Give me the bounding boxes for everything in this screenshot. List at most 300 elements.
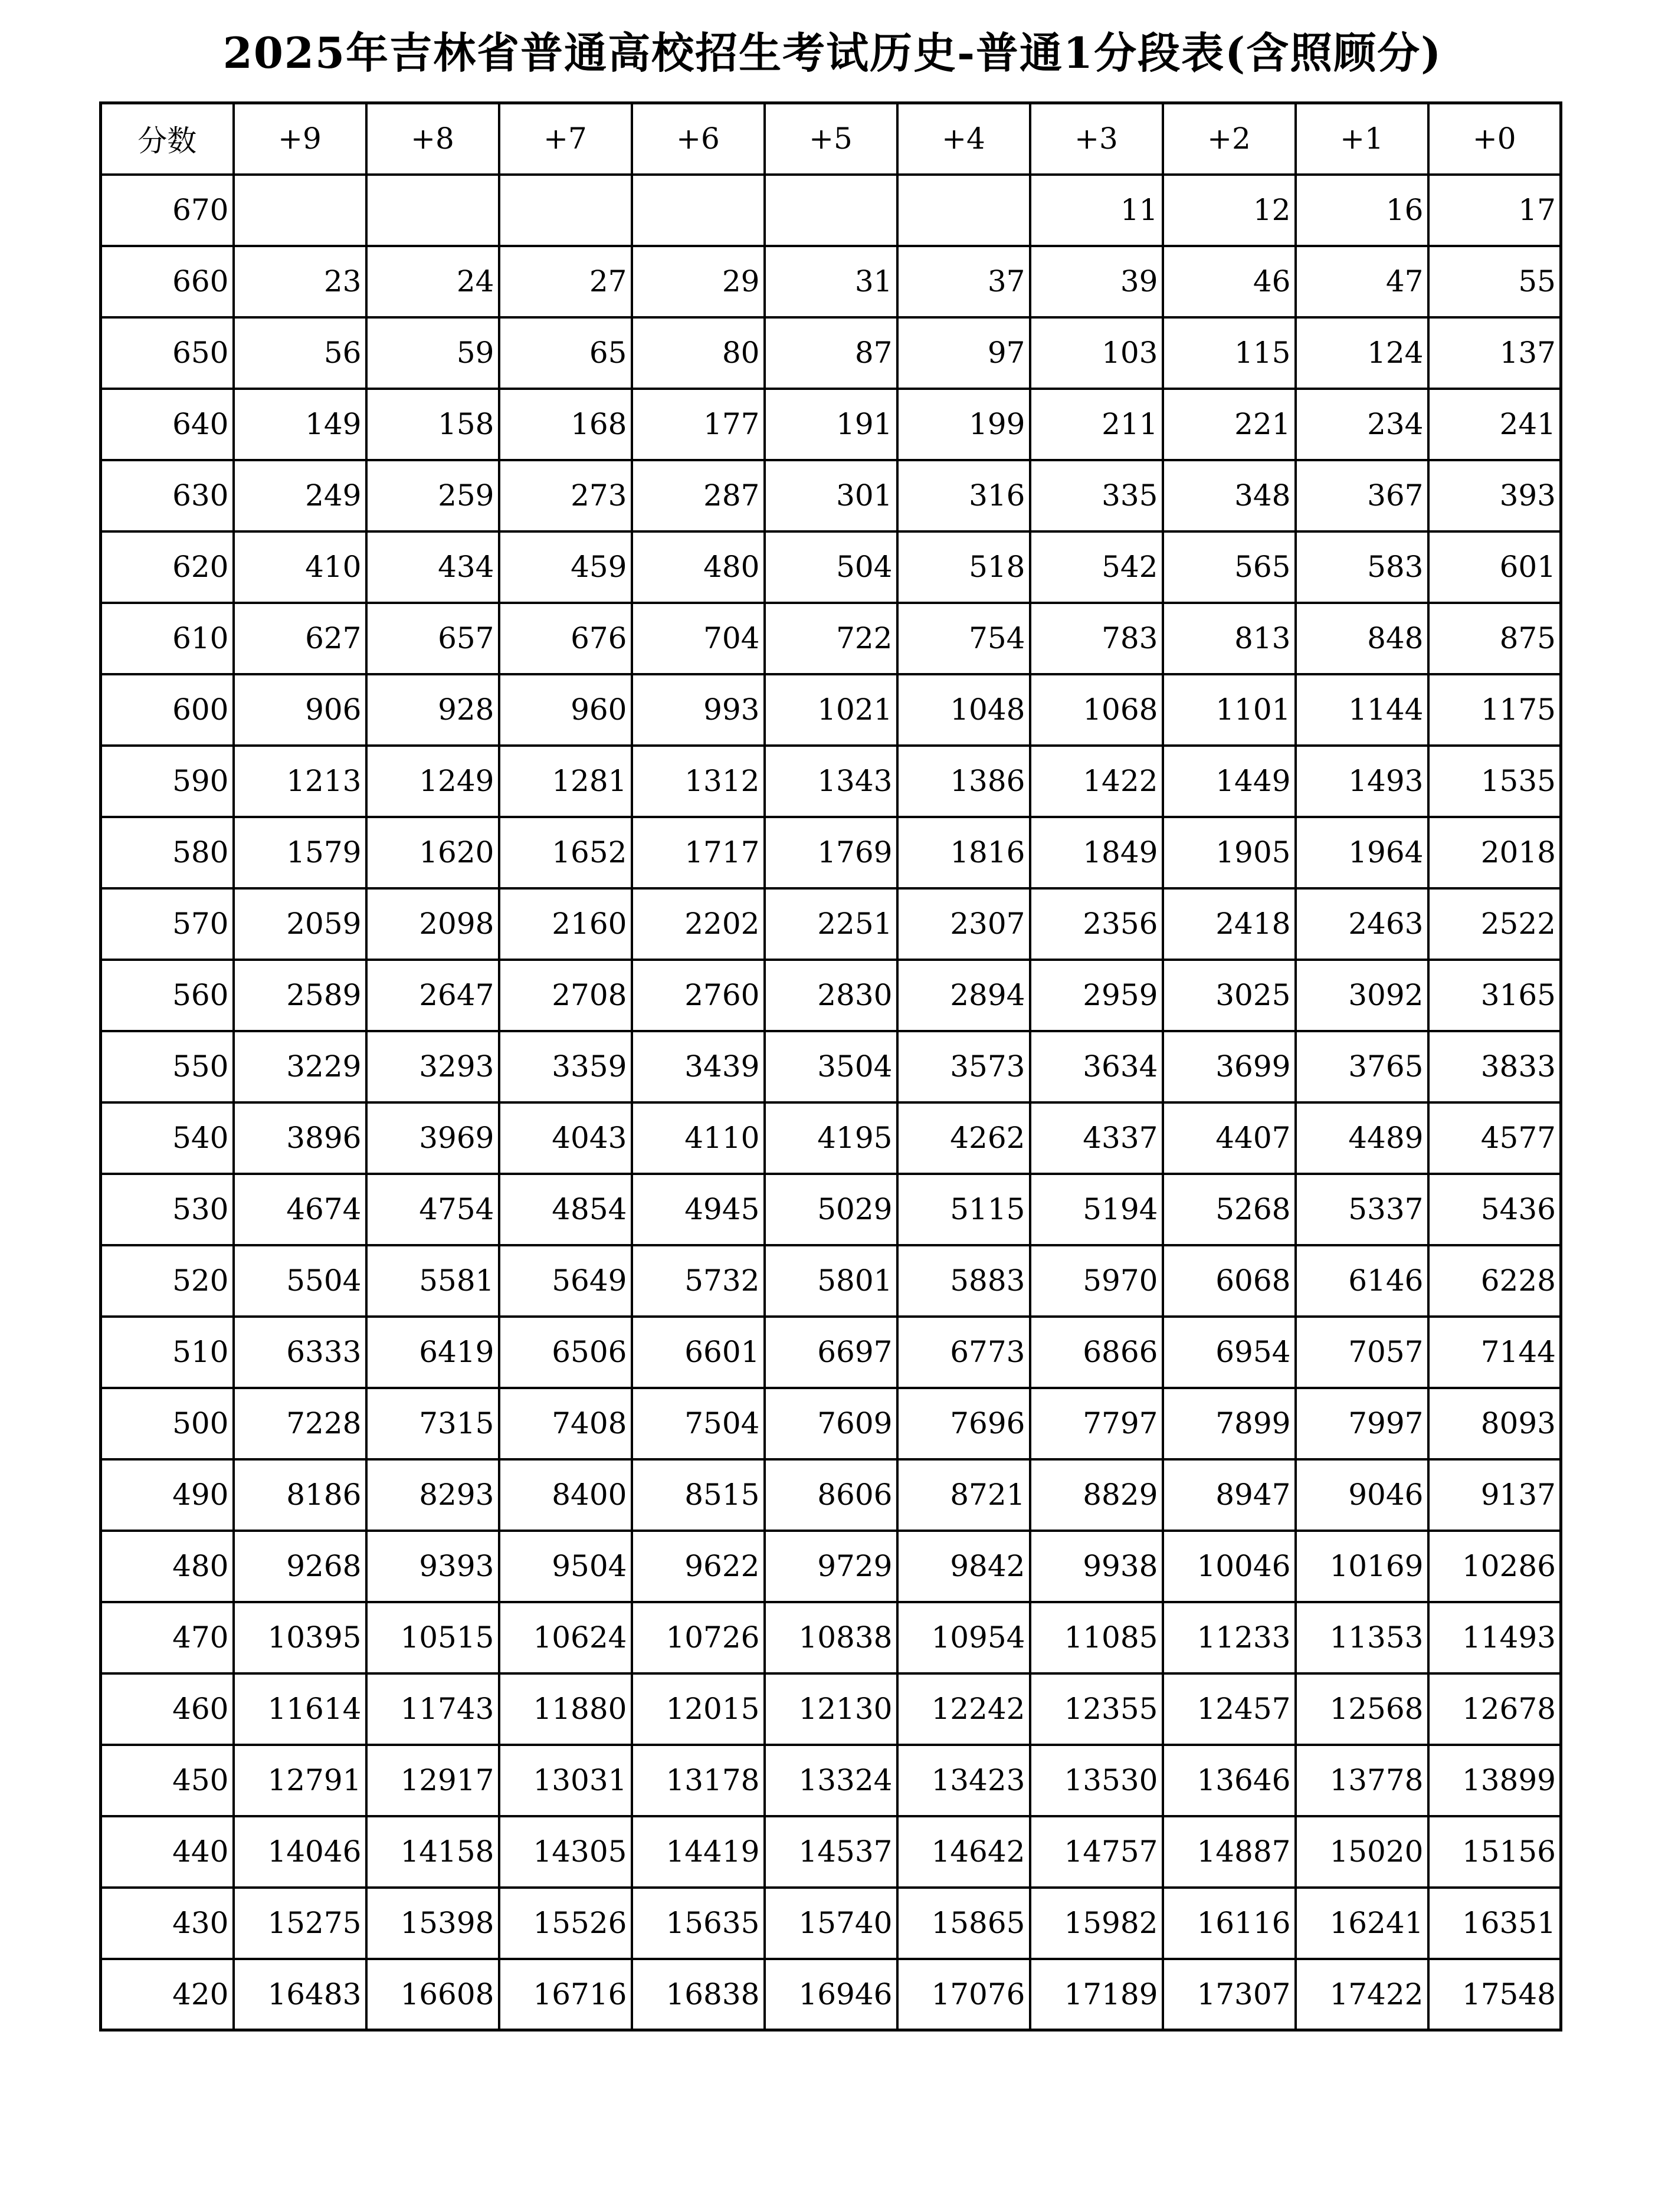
count-cell: 12917: [366, 1745, 499, 1816]
count-cell: 9729: [765, 1531, 897, 1602]
count-cell: 14537: [765, 1816, 897, 1888]
count-cell: 410: [234, 531, 366, 603]
count-cell: 31: [765, 246, 897, 317]
count-cell: 5268: [1163, 1174, 1296, 1245]
score-cell: 480: [101, 1531, 234, 1602]
count-cell: 7315: [366, 1388, 499, 1459]
count-cell: 46: [1163, 246, 1296, 317]
table-row: [101, 1174, 1561, 1245]
count-cell: 8400: [499, 1459, 632, 1531]
count-cell: 3025: [1163, 960, 1296, 1031]
column-header-offset: +7: [499, 103, 632, 175]
score-cell: 640: [101, 389, 234, 460]
count-cell: 4262: [897, 1102, 1030, 1174]
count-cell: 3293: [366, 1031, 499, 1102]
count-cell: 1249: [366, 746, 499, 817]
count-cell: 848: [1296, 603, 1428, 674]
count-cell: 10286: [1428, 1531, 1561, 1602]
count-cell: 1343: [765, 746, 897, 817]
count-cell: 10169: [1296, 1531, 1428, 1602]
column-header-offset: +2: [1163, 103, 1296, 175]
table-row: [101, 389, 1561, 460]
count-cell: 11880: [499, 1673, 632, 1745]
count-cell: 259: [366, 460, 499, 531]
count-cell: 9622: [632, 1531, 765, 1602]
count-cell: 9504: [499, 1531, 632, 1602]
count-cell: 4407: [1163, 1102, 1296, 1174]
count-cell: 2894: [897, 960, 1030, 1031]
count-cell: 10395: [234, 1602, 366, 1673]
count-cell: 14642: [897, 1816, 1030, 1888]
count-cell: 518: [897, 531, 1030, 603]
count-cell: 5115: [897, 1174, 1030, 1245]
column-header-offset: +9: [234, 103, 366, 175]
count-cell: 97: [897, 317, 1030, 389]
table-row: [101, 246, 1561, 317]
table-row: [101, 817, 1561, 888]
count-cell: 199: [897, 389, 1030, 460]
table-row: [101, 1959, 1561, 2030]
table-row: [101, 746, 1561, 817]
count-cell: 149: [234, 389, 366, 460]
count-cell: 11743: [366, 1673, 499, 1745]
count-cell: 657: [366, 603, 499, 674]
count-cell: 5337: [1296, 1174, 1428, 1245]
count-cell: 12568: [1296, 1673, 1428, 1745]
count-cell: 14046: [234, 1816, 366, 1888]
count-cell: 2018: [1428, 817, 1561, 888]
column-header-score: 分数: [101, 103, 234, 175]
count-cell: 5581: [366, 1245, 499, 1317]
count-cell: 115: [1163, 317, 1296, 389]
count-cell: 12: [1163, 175, 1296, 246]
count-cell: 17: [1428, 175, 1561, 246]
count-cell: 1281: [499, 746, 632, 817]
count-cell: [366, 175, 499, 246]
count-cell: 6954: [1163, 1317, 1296, 1388]
count-cell: 1175: [1428, 674, 1561, 746]
count-cell: 9393: [366, 1531, 499, 1602]
count-cell: 7228: [234, 1388, 366, 1459]
table-row: [101, 1102, 1561, 1174]
count-cell: 16351: [1428, 1888, 1561, 1959]
count-cell: 1449: [1163, 746, 1296, 817]
count-cell: 601: [1428, 531, 1561, 603]
count-cell: 367: [1296, 460, 1428, 531]
count-cell: 4854: [499, 1174, 632, 1245]
score-cell: 580: [101, 817, 234, 888]
count-cell: 65: [499, 317, 632, 389]
count-cell: 5194: [1030, 1174, 1163, 1245]
count-cell: 8093: [1428, 1388, 1561, 1459]
count-cell: 960: [499, 674, 632, 746]
column-header-offset: +1: [1296, 103, 1428, 175]
count-cell: 11233: [1163, 1602, 1296, 1673]
count-cell: 2098: [366, 888, 499, 960]
count-cell: 1905: [1163, 817, 1296, 888]
count-cell: 8293: [366, 1459, 499, 1531]
count-cell: 273: [499, 460, 632, 531]
count-cell: 3896: [234, 1102, 366, 1174]
table-row: [101, 1388, 1561, 1459]
table-row: [101, 674, 1561, 746]
count-cell: 2059: [234, 888, 366, 960]
count-cell: 15156: [1428, 1816, 1561, 1888]
score-cell: 440: [101, 1816, 234, 1888]
score-cell: 500: [101, 1388, 234, 1459]
table-row: [101, 960, 1561, 1031]
table-body: [101, 175, 1561, 2030]
count-cell: 13178: [632, 1745, 765, 1816]
count-cell: 704: [632, 603, 765, 674]
count-cell: 3765: [1296, 1031, 1428, 1102]
count-cell: 2251: [765, 888, 897, 960]
count-cell: 9938: [1030, 1531, 1163, 1602]
count-cell: 10515: [366, 1602, 499, 1673]
score-cell: 670: [101, 175, 234, 246]
count-cell: 39: [1030, 246, 1163, 317]
count-cell: [499, 175, 632, 246]
count-cell: [897, 175, 1030, 246]
count-cell: 1535: [1428, 746, 1561, 817]
count-cell: 7609: [765, 1388, 897, 1459]
score-cell: 620: [101, 531, 234, 603]
count-cell: 12015: [632, 1673, 765, 1745]
count-cell: 11614: [234, 1673, 366, 1745]
table-row: [101, 1531, 1561, 1602]
count-cell: 80: [632, 317, 765, 389]
count-cell: 1021: [765, 674, 897, 746]
column-header-offset: +8: [366, 103, 499, 175]
count-cell: 8515: [632, 1459, 765, 1531]
count-cell: 1048: [897, 674, 1030, 746]
count-cell: 15275: [234, 1888, 366, 1959]
count-cell: 11353: [1296, 1602, 1428, 1673]
count-cell: 542: [1030, 531, 1163, 603]
count-cell: 8721: [897, 1459, 1030, 1531]
count-cell: 29: [632, 246, 765, 317]
count-cell: 177: [632, 389, 765, 460]
count-cell: [632, 175, 765, 246]
count-cell: 15526: [499, 1888, 632, 1959]
count-cell: 10624: [499, 1602, 632, 1673]
count-cell: 1312: [632, 746, 765, 817]
table-row: [101, 1888, 1561, 1959]
count-cell: 459: [499, 531, 632, 603]
count-cell: 3092: [1296, 960, 1428, 1031]
table-row: [101, 1031, 1561, 1102]
table-row: [101, 460, 1561, 531]
count-cell: 168: [499, 389, 632, 460]
score-cell: 450: [101, 1745, 234, 1816]
count-cell: 627: [234, 603, 366, 674]
count-cell: 191: [765, 389, 897, 460]
count-cell: 10726: [632, 1602, 765, 1673]
column-header-offset: +0: [1428, 103, 1561, 175]
count-cell: 16: [1296, 175, 1428, 246]
count-cell: 1422: [1030, 746, 1163, 817]
count-cell: 17076: [897, 1959, 1030, 2030]
count-cell: 16838: [632, 1959, 765, 2030]
count-cell: 24: [366, 246, 499, 317]
count-cell: [234, 175, 366, 246]
count-cell: 2307: [897, 888, 1030, 960]
count-cell: 6506: [499, 1317, 632, 1388]
count-cell: 13031: [499, 1745, 632, 1816]
score-cell: 490: [101, 1459, 234, 1531]
count-cell: 3439: [632, 1031, 765, 1102]
count-cell: 14757: [1030, 1816, 1163, 1888]
count-cell: 8606: [765, 1459, 897, 1531]
count-cell: 2418: [1163, 888, 1296, 960]
count-cell: 234: [1296, 389, 1428, 460]
score-table: [99, 101, 1562, 2032]
count-cell: 1101: [1163, 674, 1296, 746]
count-cell: 6773: [897, 1317, 1030, 1388]
score-cell: 660: [101, 246, 234, 317]
count-cell: 1652: [499, 817, 632, 888]
table-row: [101, 1317, 1561, 1388]
count-cell: 7144: [1428, 1317, 1561, 1388]
count-cell: 2760: [632, 960, 765, 1031]
count-cell: 2463: [1296, 888, 1428, 960]
score-cell: 650: [101, 317, 234, 389]
header-row: [101, 103, 1561, 175]
count-cell: 15982: [1030, 1888, 1163, 1959]
count-cell: 565: [1163, 531, 1296, 603]
count-cell: 15635: [632, 1888, 765, 1959]
count-cell: 3573: [897, 1031, 1030, 1102]
count-cell: 8829: [1030, 1459, 1163, 1531]
count-cell: 17548: [1428, 1959, 1561, 2030]
score-cell: 570: [101, 888, 234, 960]
table-row: [101, 1816, 1561, 1888]
count-cell: 87: [765, 317, 897, 389]
count-cell: 211: [1030, 389, 1163, 460]
count-cell: 4754: [366, 1174, 499, 1245]
count-cell: 23: [234, 246, 366, 317]
count-cell: 348: [1163, 460, 1296, 531]
count-cell: 504: [765, 531, 897, 603]
count-cell: 3229: [234, 1031, 366, 1102]
count-cell: 5504: [234, 1245, 366, 1317]
count-cell: 5883: [897, 1245, 1030, 1317]
table-row: [101, 175, 1561, 246]
count-cell: 55: [1428, 246, 1561, 317]
count-cell: 10954: [897, 1602, 1030, 1673]
count-cell: 249: [234, 460, 366, 531]
count-cell: 124: [1296, 317, 1428, 389]
count-cell: 9137: [1428, 1459, 1561, 1531]
count-cell: 4945: [632, 1174, 765, 1245]
count-cell: 2708: [499, 960, 632, 1031]
table-header: [101, 103, 1561, 175]
table-row: [101, 603, 1561, 674]
count-cell: 6068: [1163, 1245, 1296, 1317]
count-cell: 1620: [366, 817, 499, 888]
count-cell: 14305: [499, 1816, 632, 1888]
count-cell: 813: [1163, 603, 1296, 674]
table-row: [101, 1673, 1561, 1745]
count-cell: 4195: [765, 1102, 897, 1174]
count-cell: 12355: [1030, 1673, 1163, 1745]
count-cell: 2589: [234, 960, 366, 1031]
count-cell: [765, 175, 897, 246]
table-row: [101, 1245, 1561, 1317]
count-cell: 10838: [765, 1602, 897, 1673]
count-cell: 9046: [1296, 1459, 1428, 1531]
count-cell: 583: [1296, 531, 1428, 603]
count-cell: 1849: [1030, 817, 1163, 888]
count-cell: 16946: [765, 1959, 897, 2030]
score-cell: 590: [101, 746, 234, 817]
count-cell: 6333: [234, 1317, 366, 1388]
count-cell: 783: [1030, 603, 1163, 674]
count-cell: 993: [632, 674, 765, 746]
count-cell: 2959: [1030, 960, 1163, 1031]
count-cell: 2356: [1030, 888, 1163, 960]
count-cell: 5970: [1030, 1245, 1163, 1317]
count-cell: 7899: [1163, 1388, 1296, 1459]
score-cell: 600: [101, 674, 234, 746]
table-row: [101, 1745, 1561, 1816]
count-cell: 9842: [897, 1531, 1030, 1602]
count-cell: 16483: [234, 1959, 366, 2030]
count-cell: 13899: [1428, 1745, 1561, 1816]
count-cell: 7797: [1030, 1388, 1163, 1459]
count-cell: 3699: [1163, 1031, 1296, 1102]
count-cell: 4337: [1030, 1102, 1163, 1174]
count-cell: 12457: [1163, 1673, 1296, 1745]
count-cell: 1493: [1296, 746, 1428, 817]
count-cell: 14158: [366, 1816, 499, 1888]
count-cell: 241: [1428, 389, 1561, 460]
count-cell: 10046: [1163, 1531, 1296, 1602]
count-cell: 15865: [897, 1888, 1030, 1959]
column-header-offset: +5: [765, 103, 897, 175]
page-title: 2025年吉林省普通高校招生考试历史-普通1分段表(含照顾分): [222, 28, 1443, 78]
score-cell: 420: [101, 1959, 234, 2030]
count-cell: 2830: [765, 960, 897, 1031]
count-cell: 7408: [499, 1388, 632, 1459]
table-row: [101, 317, 1561, 389]
table-row: [101, 888, 1561, 960]
count-cell: 14419: [632, 1816, 765, 1888]
count-cell: 1213: [234, 746, 366, 817]
count-cell: 11: [1030, 175, 1163, 246]
count-cell: 906: [234, 674, 366, 746]
count-cell: 875: [1428, 603, 1561, 674]
count-cell: 1068: [1030, 674, 1163, 746]
score-cell: 470: [101, 1602, 234, 1673]
count-cell: 16608: [366, 1959, 499, 2030]
count-cell: 9268: [234, 1531, 366, 1602]
count-cell: 11493: [1428, 1602, 1561, 1673]
count-cell: 7504: [632, 1388, 765, 1459]
count-cell: 15020: [1296, 1816, 1428, 1888]
count-cell: 301: [765, 460, 897, 531]
count-cell: 5029: [765, 1174, 897, 1245]
column-header-offset: +4: [897, 103, 1030, 175]
count-cell: 103: [1030, 317, 1163, 389]
count-cell: 56: [234, 317, 366, 389]
count-cell: 17307: [1163, 1959, 1296, 2030]
count-cell: 3634: [1030, 1031, 1163, 1102]
count-cell: 2647: [366, 960, 499, 1031]
count-cell: 12791: [234, 1745, 366, 1816]
count-cell: 1144: [1296, 674, 1428, 746]
count-cell: 480: [632, 531, 765, 603]
column-header-offset: +6: [632, 103, 765, 175]
count-cell: 722: [765, 603, 897, 674]
count-cell: 6866: [1030, 1317, 1163, 1388]
count-cell: 37: [897, 246, 1030, 317]
count-cell: 754: [897, 603, 1030, 674]
count-cell: 12130: [765, 1673, 897, 1745]
count-cell: 14887: [1163, 1816, 1296, 1888]
table-row: [101, 1459, 1561, 1531]
count-cell: 3504: [765, 1031, 897, 1102]
count-cell: 4577: [1428, 1102, 1561, 1174]
count-cell: 1769: [765, 817, 897, 888]
count-cell: 1386: [897, 746, 1030, 817]
count-cell: 13324: [765, 1745, 897, 1816]
count-cell: 2522: [1428, 888, 1561, 960]
count-cell: 13778: [1296, 1745, 1428, 1816]
count-cell: 13530: [1030, 1745, 1163, 1816]
count-cell: 2202: [632, 888, 765, 960]
count-cell: 12242: [897, 1673, 1030, 1745]
count-cell: 393: [1428, 460, 1561, 531]
count-cell: 6697: [765, 1317, 897, 1388]
count-cell: 6601: [632, 1317, 765, 1388]
count-cell: 287: [632, 460, 765, 531]
count-cell: 6419: [366, 1317, 499, 1388]
count-cell: 928: [366, 674, 499, 746]
count-cell: 12678: [1428, 1673, 1561, 1745]
score-cell: 460: [101, 1673, 234, 1745]
count-cell: 335: [1030, 460, 1163, 531]
count-cell: 5649: [499, 1245, 632, 1317]
count-cell: 4043: [499, 1102, 632, 1174]
count-cell: 15398: [366, 1888, 499, 1959]
count-cell: 6146: [1296, 1245, 1428, 1317]
score-cell: 530: [101, 1174, 234, 1245]
count-cell: 7997: [1296, 1388, 1428, 1459]
count-cell: 3165: [1428, 960, 1561, 1031]
score-cell: 520: [101, 1245, 234, 1317]
count-cell: 16116: [1163, 1888, 1296, 1959]
count-cell: 7057: [1296, 1317, 1428, 1388]
count-cell: 13646: [1163, 1745, 1296, 1816]
count-cell: 8186: [234, 1459, 366, 1531]
count-cell: 3833: [1428, 1031, 1561, 1102]
count-cell: 47: [1296, 246, 1428, 317]
count-cell: 27: [499, 246, 632, 317]
count-cell: 1717: [632, 817, 765, 888]
score-cell: 510: [101, 1317, 234, 1388]
count-cell: 59: [366, 317, 499, 389]
count-cell: 137: [1428, 317, 1561, 389]
count-cell: 15740: [765, 1888, 897, 1959]
table-row: [101, 1602, 1561, 1673]
count-cell: 16716: [499, 1959, 632, 2030]
count-cell: 3969: [366, 1102, 499, 1174]
count-cell: 5436: [1428, 1174, 1561, 1245]
count-cell: 13423: [897, 1745, 1030, 1816]
count-cell: 676: [499, 603, 632, 674]
count-cell: 5801: [765, 1245, 897, 1317]
